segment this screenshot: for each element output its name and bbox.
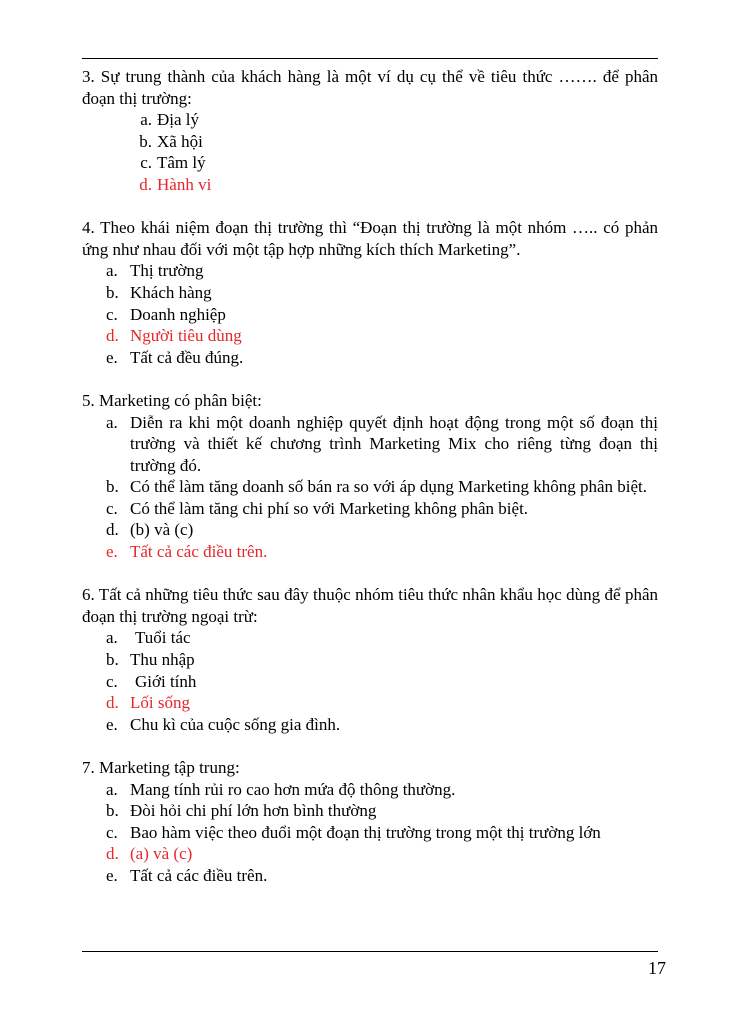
option-d-correct [82,843,658,865]
option-text: Người tiêu dùng [130,326,242,346]
option-a [82,779,658,801]
option-c [82,822,658,844]
option-text: Mang tính rủi ro cao hơn mứa độ thông thường. [130,779,456,799]
option-text: Địa lý [157,110,200,130]
option-marker: b. [139,131,152,151]
option-d-correct [82,325,658,347]
option-text: Lối sống [130,693,190,713]
option-text: Giới tính [135,671,197,691]
question-3 [82,66,658,196]
option-d-correct [82,174,658,196]
option-text: Đòi hỏi chi phí lớn hơn bình thường [130,801,377,821]
document-body [82,66,658,908]
option-list [82,627,658,735]
option-marker: b. [106,650,119,670]
option-text: (a) và (c) [130,844,193,864]
option-b [82,649,658,671]
option-e-correct [82,541,658,563]
option-marker: a. [106,779,118,799]
option-marker: b. [106,477,119,497]
option-marker: c. [106,822,118,842]
option-marker: a. [106,628,118,648]
option-marker: a. [106,261,118,281]
option-text: Bao hàm việc theo đuổi một đoạn thị trường trong một thị trường lớn [130,822,601,842]
option-marker: e. [106,865,118,885]
option-marker: c. [140,153,152,173]
option-marker: a. [140,110,152,130]
question-6 [82,584,658,735]
option-b [82,131,658,153]
option-text: Thị trường [130,261,204,281]
question-stem: 3. Sự trung thành của khách hàng là một ví dụ cụ thể về tiêu thức ……. để phân đoạn thị trường: [82,67,658,108]
question-stem: 4. Theo khái niệm đoạn thị trường thì “Đoạn thị trường là một nhóm ….. có phản ứng như nhau đối với một tập hợp những kích thích Marketing”. [82,218,658,259]
option-a [82,627,658,649]
option-c [82,671,658,693]
option-list [82,260,658,368]
option-marker: b. [106,282,119,302]
option-marker: d. [106,844,119,864]
option-list [82,779,658,887]
question-stem: 6. Tất cả những tiêu thức sau đây thuộc nhóm tiêu thức nhân khẩu học dùng để phân đoạn thị trường ngoại trừ: [82,585,658,626]
option-d [82,519,658,541]
option-c [82,304,658,326]
option-marker: d. [106,693,119,713]
option-marker: c. [106,498,118,518]
option-e [82,347,658,369]
option-marker: e. [106,542,118,562]
option-text: Xã hội [157,131,203,151]
option-text: Có thể làm tăng chi phí so với Marketing không phân biệt. [130,498,529,518]
option-text: Có thể làm tăng doanh số bán ra so với áp dụng Marketing không phân biệt. [130,477,648,497]
page-number: 17 [648,958,666,978]
option-c [82,152,658,174]
question-7 [82,757,658,887]
option-list [82,109,658,195]
option-b [82,800,658,822]
footer-rule [82,951,658,952]
option-text: Khách hàng [130,282,212,302]
option-marker: d. [106,326,119,346]
option-text: Tuổi tác [135,628,191,648]
option-text: Tất cả các điều trên. [130,865,268,885]
option-marker: e. [106,347,118,367]
option-a [82,412,658,477]
option-b [82,282,658,304]
option-c [82,498,658,520]
option-b [82,476,658,498]
option-e [82,714,658,736]
option-text: Tất cả các điều trên. [130,542,268,562]
header-rule [82,58,658,59]
question-5 [82,390,658,563]
option-a [82,260,658,282]
option-text: Hành vi [157,174,212,194]
option-a [82,109,658,131]
option-marker: d. [106,520,119,540]
option-marker: d. [139,174,152,194]
option-text: Doanh nghiệp [130,304,226,324]
option-text: Diễn ra khi một doanh nghiệp quyết định hoạt động trong một số đoạn thị trường và thiết kế chương trình Marketing Mix cho riêng từng đoạn thị trường đó. [130,412,658,475]
option-text: Tất cả đều đúng. [130,347,244,367]
option-marker: e. [106,714,118,734]
question-stem: 7. Marketing tập trung: [82,758,240,777]
option-text: (b) và (c) [130,520,194,540]
question-stem: 5. Marketing có phân biệt: [82,390,262,410]
option-text: Tâm lý [157,153,206,173]
option-text: Thu nhập [130,650,195,670]
option-marker: b. [106,801,119,821]
option-marker: c. [106,304,118,324]
option-marker: c. [106,671,118,691]
option-e [82,865,658,887]
option-d-correct [82,692,658,714]
option-text: Chu kì của cuộc sống gia đình. [130,714,341,734]
option-list [82,412,658,563]
option-marker: a. [106,412,118,432]
question-4 [82,217,658,368]
